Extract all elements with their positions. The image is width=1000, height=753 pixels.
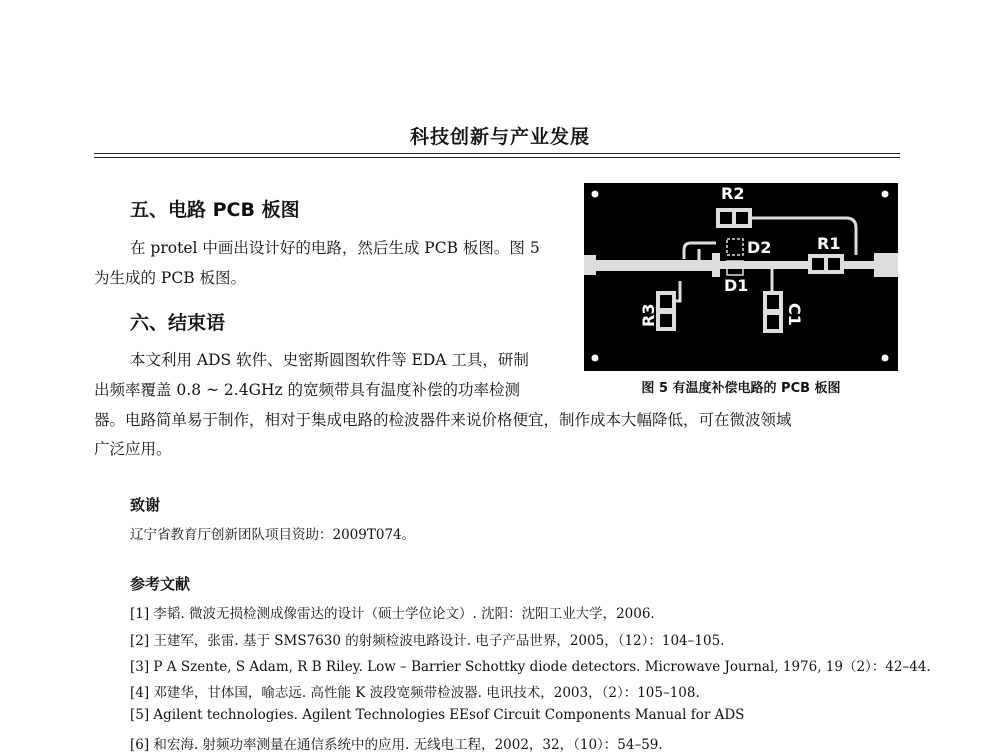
mounting-hole-bottom-right [882,355,889,362]
label-c1: C1 [785,303,804,326]
reference-item: [1] 李韬. 微波无损检测成像雷达的设计（硕士学位论文）. 沈阳：沈阳工业大学，2006. [130,606,655,622]
section5-paragraph-line-2: 为生成的 PCB 板图。 [94,269,247,287]
rf-output-pad [874,253,898,277]
reference-item: [4] 邓建华，甘体国，喻志远. 高性能 K 波段宽频带检波器. 电讯技术，2003，（2）：105–108. [130,685,700,701]
reference-item: [6] 和宏海. 射频功率测量在通信系统中的应用. 无线电工程，2002，32，（10）：54–59. [130,737,663,753]
label-r1: R1 [817,234,841,253]
reference-item: [2] 王建军，张雷. 基于 SMS7630 的射频检波电路设计. 电子产品世界，2005，（12）：104–105. [130,633,725,649]
acknowledgement-text: 辽宁省教育厅创新团队项目资助：2009T074。 [130,527,416,543]
section6-paragraph-line-3: 器。电路简单易于制作，相对于集成电路的检波器件来说价格便宜，制作成本大幅降低，可在微波领域 [94,411,792,429]
section6-paragraph-line-2: 出频率覆盖 0.8 ~ 2.4GHz 的宽频带具有温度补偿的功率检测 [94,381,521,399]
section-heading-pcb: 五、电路 PCB 板图 [130,199,300,221]
label-r3: R3 [639,303,658,327]
mounting-hole-bottom-left [592,355,599,362]
section-heading-conclusion: 六、结束语 [130,312,226,334]
section6-paragraph-line-1: 本文利用 ADS 软件、史密斯圆图软件等 EDA 工具，研制 [130,351,529,369]
reference-item: [3] P A Szente, S Adam, R B Riley. Low – Barrier Schottky diode detectors. Microwave Journal, 1976, 19（2）：42–44. [130,659,931,675]
acknowledgement-heading: 致谢 [130,496,161,514]
running-header-title: 科技创新与产业发展 [409,126,590,148]
figure-caption: 图 5 有温度补偿电路的 PCB 板图 [641,381,841,396]
reference-item: [5] Agilent technologies. Agilent Technologies EEsof Circuit Components Manual for ADS [130,707,745,723]
section5-paragraph-line-1: 在 protel 中画出设计好的电路，然后生成 PCB 板图。图 5 [130,239,540,257]
label-d2: D2 [747,238,772,257]
mounting-hole-top-left [592,191,599,198]
label-r2: R2 [721,184,745,203]
pcb-board-figure [584,183,898,371]
header-rule-bottom [94,157,900,158]
label-d1: D1 [724,276,749,295]
references-heading: 参考文献 [130,575,191,593]
mounting-hole-top-right [882,191,889,198]
header-rule-top [94,153,900,154]
rf-input-pad [584,255,596,275]
pcb-board-drawing [584,183,898,371]
section6-paragraph-line-4: 广泛应用。 [94,440,172,458]
